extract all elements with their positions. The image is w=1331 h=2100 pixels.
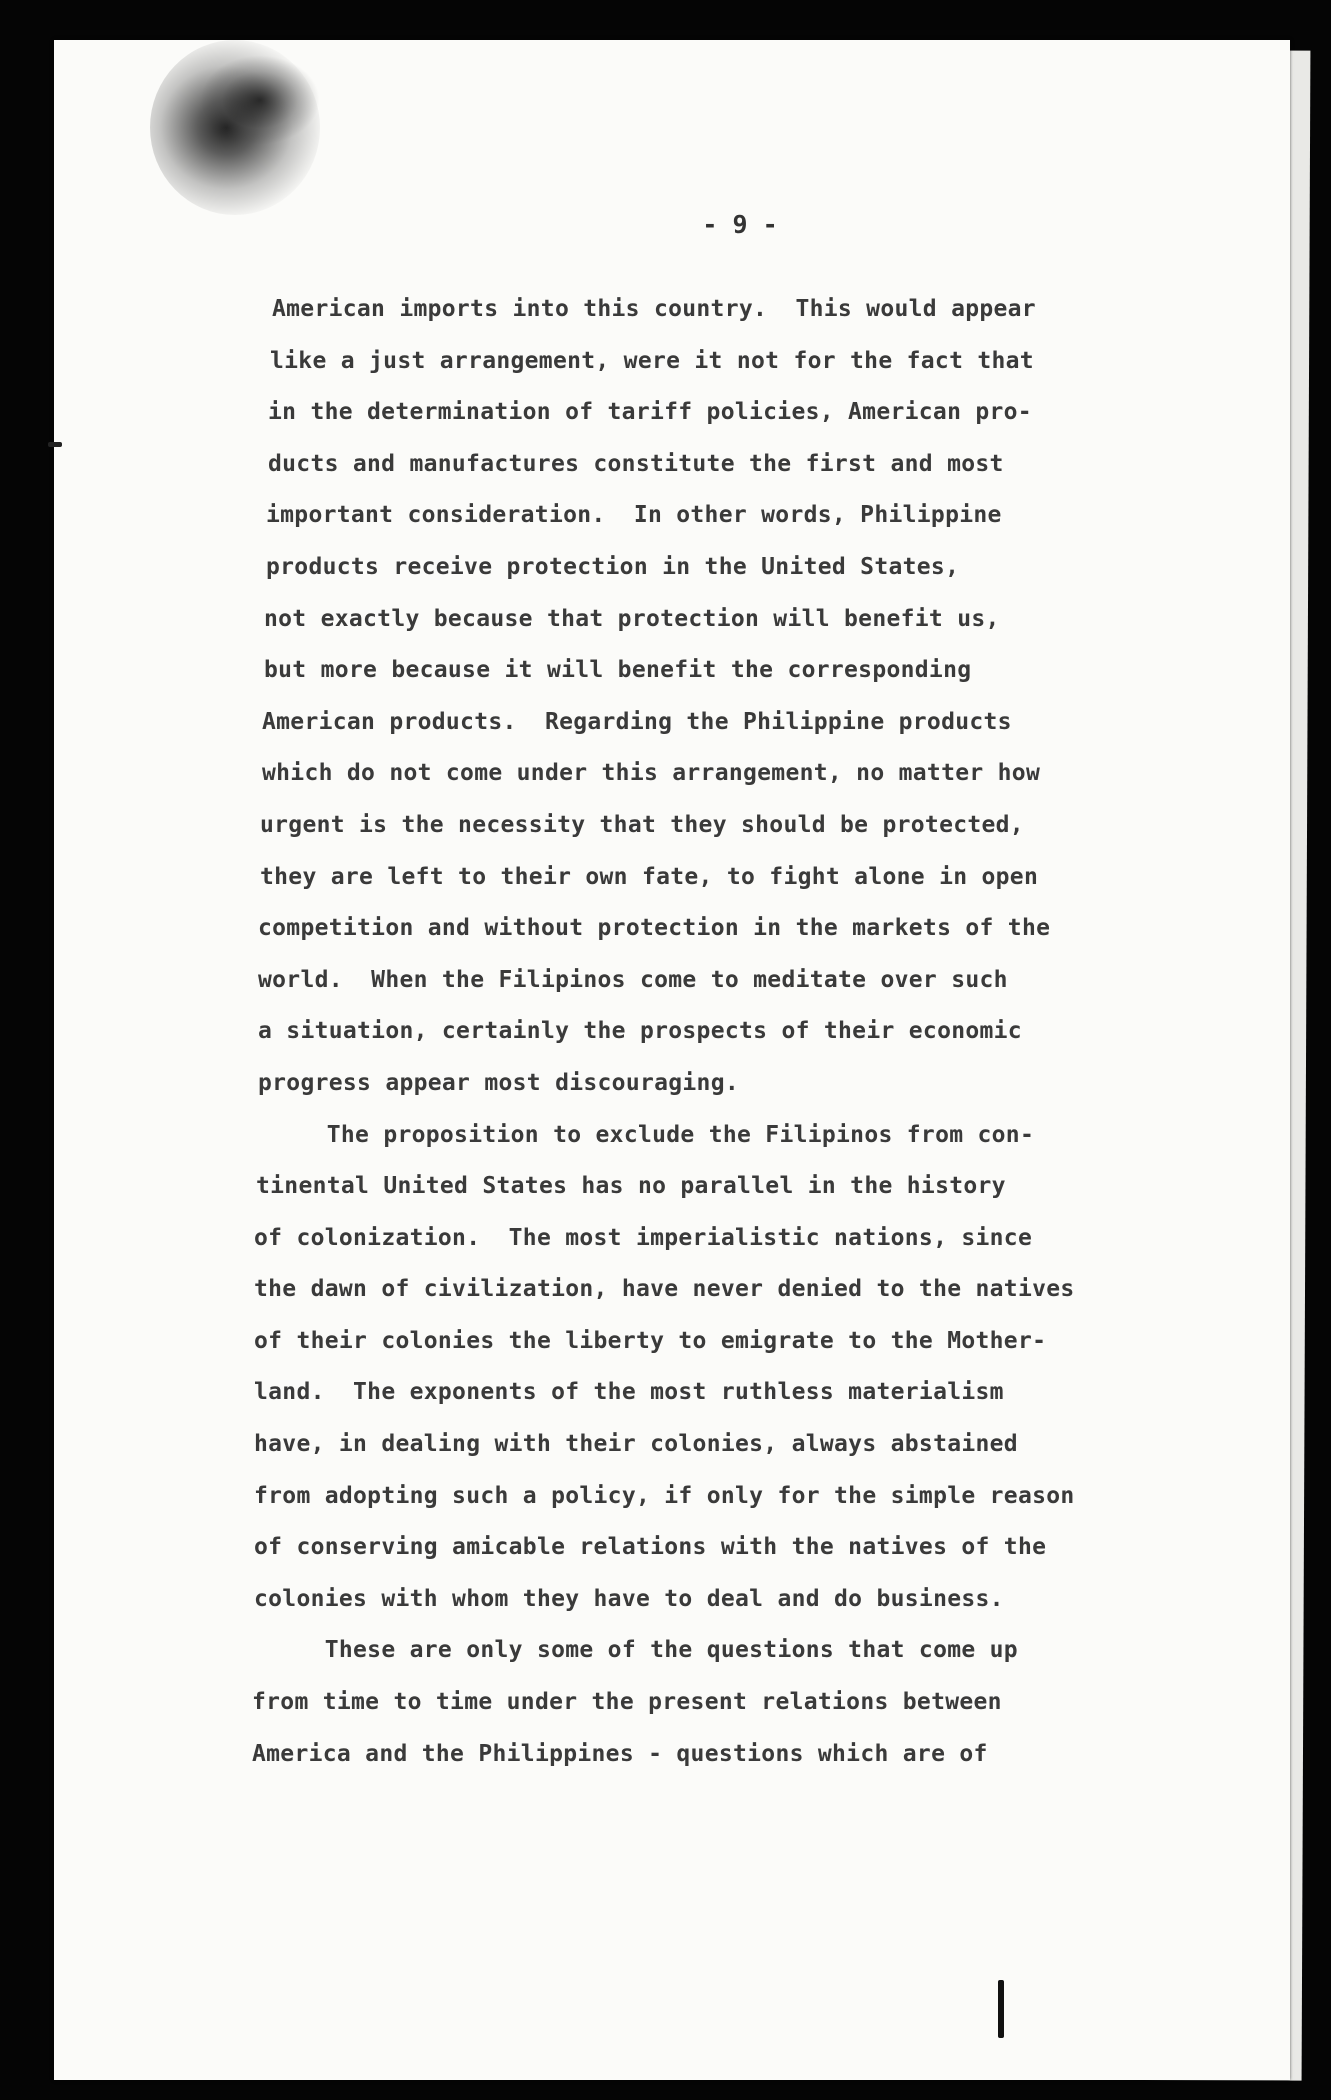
text-line: progress appear most discouraging. [258, 1069, 740, 1096]
text-line: American imports into this country. This would appear [272, 296, 1036, 322]
page-number: - 9 - [702, 210, 778, 239]
text-line: important consideration. In other words, Philippine [266, 502, 1002, 529]
text-line: America and the Philippines - questions which are of [252, 1740, 988, 1767]
text-line: from time to time under the present relations between [252, 1689, 1002, 1716]
text-line: a situation, certainly the prospects of their economic [258, 1018, 1022, 1045]
text-line: world. When the Filipinos come to meditate over such [258, 966, 1008, 993]
text-line: competition and without protection in the markets of the [258, 915, 1051, 942]
text-line: they are left to their own fate, to fight alone in open [260, 863, 1039, 890]
text-line: products receive protection in the United States, [266, 553, 960, 580]
text-line: in the determination of tariff policies, American pro- [268, 399, 1032, 426]
text-line: of their colonies the liberty to emigrate to the Mother- [254, 1327, 1047, 1354]
text-line: land. The exponents of the most ruthless materialism [254, 1379, 1004, 1406]
text-line: but more because it will benefit the corresponding [264, 657, 972, 684]
text-line: The proposition to exclude the Filipinos from con- [256, 1121, 1035, 1148]
text-line: which do not come under this arrangement, no matter how [262, 760, 1041, 787]
ink-smudge-core [200, 55, 320, 145]
text-line: urgent is the necessity that they should be protected, [260, 811, 1024, 838]
text-line: ducts and manufactures constitute the first and most [268, 450, 1004, 477]
text-line: not exactly because that protection will benefit us, [264, 605, 1000, 632]
text-line: from adopting such a policy, if only for the simple reason [254, 1482, 1075, 1509]
text-line: like a just arrangement, were it not for the fact that [270, 347, 1034, 374]
text-line: the dawn of civilization, have never denied to the natives [254, 1276, 1075, 1303]
margin-mark-bottom [998, 1980, 1004, 2038]
text-line: of conserving amicable relations with the natives of the [254, 1534, 1047, 1561]
text-line: tinental United States has no parallel in the history [256, 1173, 1006, 1200]
text-line: of colonization. The most imperialistic nations, since [254, 1224, 1033, 1251]
text-line: These are only some of the questions that come up [254, 1637, 1018, 1664]
text-line: have, in dealing with their colonies, always abstained [254, 1431, 1018, 1458]
text-line: American products. Regarding the Philippine products [262, 708, 1012, 735]
typewritten-body [254, 284, 1154, 1780]
text-line: colonies with whom they have to deal and do business. [254, 1585, 1004, 1612]
margin-mark [48, 442, 62, 447]
